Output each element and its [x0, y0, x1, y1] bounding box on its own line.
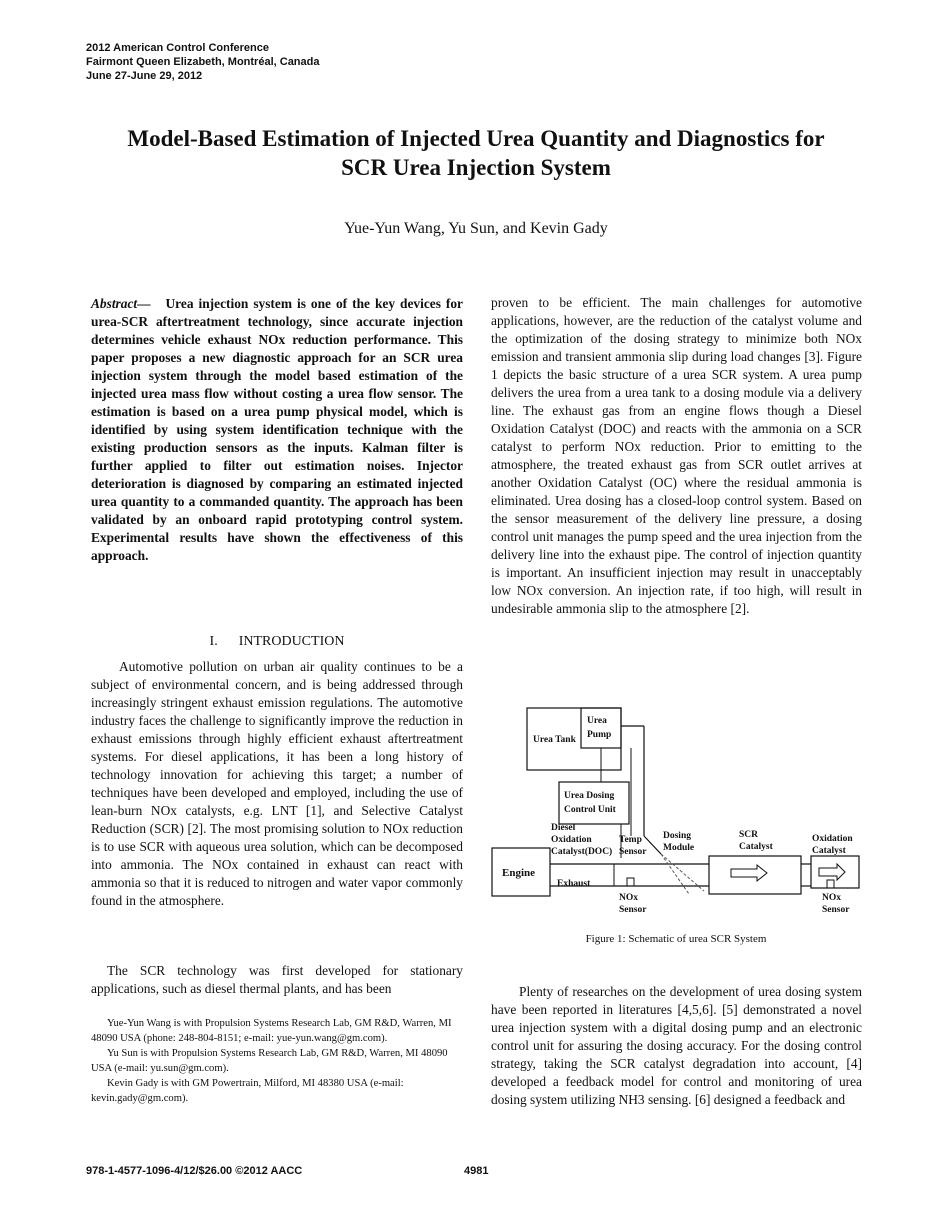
label-doc-1: Diesel — [551, 823, 576, 833]
paper-title — [60, 124, 892, 182]
label-dosing-module-2: Module — [663, 843, 695, 853]
label-doc-3: Catalyst(DOC) — [551, 847, 613, 857]
abstract — [91, 295, 463, 565]
abstract-text: Urea injection system is one of the key devices for urea-SCR aftertreatment technology, since accurate injection determines vehicle exhaust NOx reduction performance. This paper proposes a new diagnostic approach for an SCR urea injection system through the model based estimation of the injected urea mass flow without costing a urea flow sensor. The estimation is based on a urea pump physical model, which is identified by using system identification technique with the existing production sensors as the inputs. Kalman filter is further applied to filter out estimation noises. Injector deterioration is diagnosed by comparing an estimated injected urea quantity to a commanded quantity. The approach has been validated by an onboard rapid prototyping control system. Experimental results have shown the effectiveness of this approach. — [91, 296, 464, 563]
title-line-2: SCR Urea Injection System — [341, 155, 611, 180]
scr-flow-arrow-icon — [731, 865, 767, 881]
label-nox-sensor-1a: NOx — [619, 893, 638, 903]
footnote-2: Yu Sun is with Propulsion Systems Research Lab, GM R&D, Warren, MI 48090 USA (e-mail: yu.sun@gm.com). — [91, 1048, 448, 1074]
delivery-line-diag — [644, 836, 661, 854]
oxidation-catalyst-box — [811, 856, 859, 888]
authors: Yue-Yun Wang, Yu Sun, and Kevin Gady — [344, 220, 608, 237]
figure-caption: Figure 1: Schematic of urea SCR System — [585, 933, 767, 945]
label-oc-2: Catalyst — [812, 846, 846, 856]
label-urea-tank: Urea Tank — [533, 735, 576, 745]
title-line-1: Model-Based Estimation of Injected Urea Quantity and Diagnostics for — [127, 126, 825, 151]
footnote-3: Kevin Gady is with GM Powertrain, Milford, MI 48380 USA (e-mail: kevin.gady@gm.com). — [91, 1078, 404, 1104]
scr-catalyst-box — [709, 856, 801, 894]
abstract-label: Abstract — [91, 296, 138, 311]
label-oc-1: Oxidation — [812, 834, 853, 844]
label-scr-2: Catalyst — [739, 842, 773, 852]
label-nox-sensor-1b: Sensor — [619, 905, 647, 915]
conference-venue: Fairmont Queen Elizabeth, Montréal, Canada — [86, 56, 320, 68]
label-temp-2: Sensor — [619, 847, 647, 857]
label-engine: Engine — [502, 867, 536, 879]
conference-dates: June 27-June 29, 2012 — [86, 70, 203, 82]
intro-paragraph-1: Automotive pollution on urban air quality continues to be a subject of environmental concern, and is being addressed through increasingly stringent exhaust emission regulations. The automotive industry faces the challenge to significantly improve the reduction in exhaust emissions through highly efficient exhaust aftertreatment systems. For diesel applications, it has been a long history of technology innovation for achieving this target; a number of techniques have been developed and employed, including the use of lean-burn NOx catalysts, e.g. LNT [1], and Selective Catalyst Reduction (SCR) [2]. The most promising solution to NOx reduction is to use SCR with aqueous urea solution, which can be decomposed into ammonia. The NOx contained in exhaust can react with ammonia so that it is reduced to nitrogen and water vapor commonly found in the atmosphere. — [91, 659, 463, 908]
label-nox-sensor-2a: NOx — [822, 893, 841, 903]
page-number: 4981 — [464, 1165, 489, 1177]
nox-sensor-2-icon — [827, 880, 834, 888]
label-nox-sensor-2b: Sensor — [822, 905, 850, 915]
dosing-control-unit-box — [559, 782, 629, 824]
label-urea-pump-1: Urea — [587, 716, 607, 726]
footnote-1: Yue-Yun Wang is with Propulsion Systems Research Lab, GM R&D, Warren, MI 48090 USA (phone: 248-804-8151; e-mail: yue-yun.wang@gm.com). — [91, 1018, 452, 1044]
label-dosing-cu-2: Control Unit — [564, 805, 616, 815]
label-exhaust: Exhaust — [557, 879, 591, 889]
copyright-line: 978-1-4577-1096-4/12/$26.00 ©2012 AACC — [86, 1165, 303, 1177]
label-temp-1: Temp — [619, 835, 642, 845]
abstract-dash: — — [137, 296, 151, 311]
label-dosing-module-1: Dosing — [663, 831, 691, 841]
conference-header — [86, 41, 319, 83]
right-paragraph-1: proven to be efficient. The main challenges for automotive applications, however, are the reduction of the catalyst volume and the optimization of the dosing strategy to minimize both NOx emission and transient ammonia slip during load changes [3]. Figure 1 depicts the basic structure of a urea SCR system. A urea pump delivers the urea from a urea tank to a dosing module via a delivery line. The exhaust gas from an engine flows though a Diesel Oxidation Catalyst (DOC) and reacts with the ammonia on a SCR catalyst to perform NOx reduction. Prior to emitting to the atmosphere, the treated exhaust gas from SCR outlet arrives at another Oxidation Catalyst (OC) where the residual ammonia is eliminated. Urea dosing has a closed-loop control system. Based on the sensor measurement of the delivery line pressure, a dosing control unit manages the pump speed and the urea injection from the delivery line into the exhaust pipe. The control of injection quantity is important. An insufficient injection may result in unacceptably low NOx conversion. An injection rate, if too high, will result in undesirable ammonia slip to the atmosphere [2]. — [491, 295, 862, 616]
footnotes — [91, 1016, 463, 1106]
oc-flow-arrow-icon — [819, 864, 845, 880]
label-urea-pump-2: Pump — [587, 730, 612, 740]
label-scr-1: SCR — [739, 830, 759, 840]
scr-system-schematic — [489, 706, 863, 918]
intro-paragraph-2: The SCR technology was first developed for stationary applications, such as diesel thermal plants, and has been — [91, 963, 463, 996]
nox-sensor-1-icon — [627, 878, 634, 886]
section-heading-introduction: I. INTRODUCTION — [209, 634, 345, 649]
right-paragraph-2: Plenty of researches on the development of urea dosing system have been reported in literatures [4,5,6]. [5] demonstrated a novel urea injection system with a digital dosing pump and an electronic control unit for assuring the dosing accuracy. For the dosing control strategy, taking the SCR catalyst degradation into account, [4] developed a feedback model for control and monitoring of urea dosing system utilizing NH3 sensing. [6] designed a feedback and — [491, 984, 862, 1107]
label-doc-2: Oxidation — [551, 835, 592, 845]
urea-pump-box — [581, 708, 621, 748]
label-dosing-cu-1: Urea Dosing — [564, 791, 615, 801]
conference-name: 2012 American Control Conference — [86, 42, 269, 54]
